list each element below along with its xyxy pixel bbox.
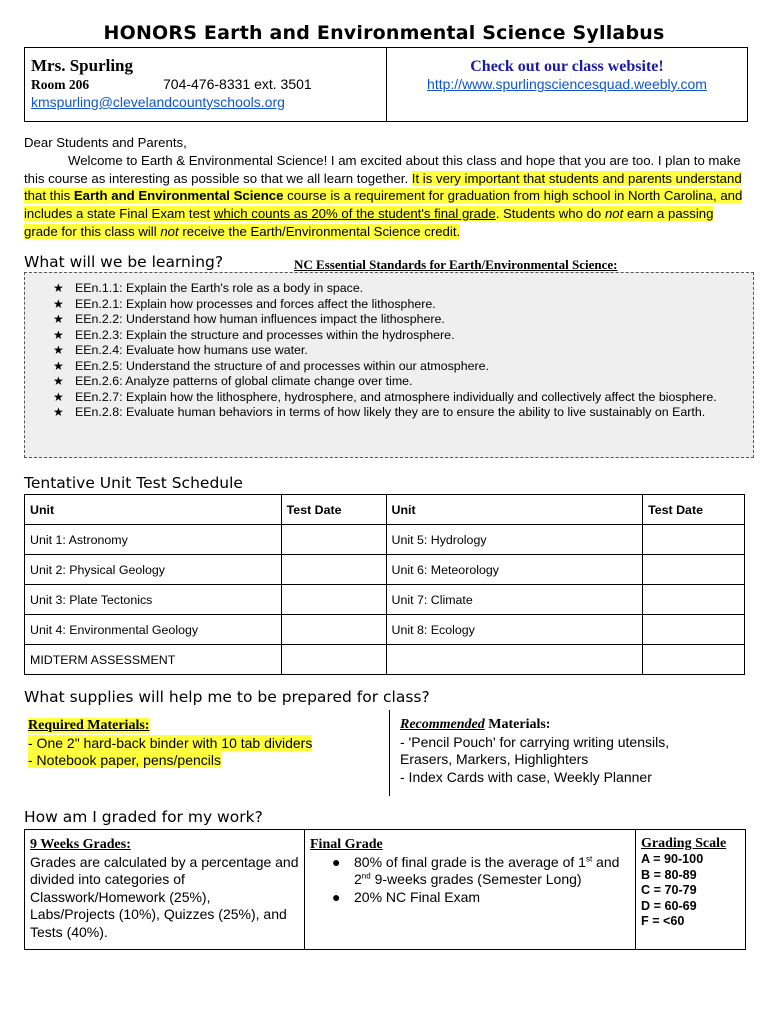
standard-text: EEn.2.8: Evaluate human behaviors in terms of how likely they are to ensure the ability to live sustainably on Earth. <box>75 405 706 419</box>
test-date-cell <box>281 555 386 585</box>
website-heading: Check out our class website! <box>470 58 664 75</box>
star-icon: ★ <box>53 343 64 357</box>
highlight-part: . Students who do <box>495 206 602 222</box>
unit-cell: Unit 7: Climate <box>386 585 643 615</box>
highlight-part: earn a passing grade for this class will <box>24 206 714 239</box>
standards-subheading: NC Essential Standards for Earth/Environmental Science: <box>294 257 618 272</box>
test-date-cell <box>643 585 745 615</box>
table-header-row <box>25 495 745 525</box>
list-item <box>53 359 743 375</box>
unit-cell: Unit 1: Astronomy <box>25 525 282 555</box>
intro-letter <box>24 134 746 241</box>
standards-box <box>24 272 754 458</box>
letter-body <box>24 152 746 241</box>
final-item-text: 9-weeks grades (Semester Long) <box>370 871 582 887</box>
final-item-text: 80% of final grade is the average of 1 <box>354 853 586 870</box>
test-date-cell <box>281 585 386 615</box>
column-header: Unit <box>25 495 282 525</box>
nine-weeks-text: Grades are calculated by a percentage and divided into categories of Classwork/Homework (25%), Labs/Projects (10%), Quizzes (25%), and Tests (40%). <box>30 853 299 940</box>
letter-paragraph: Welcome to Earth & Environmental Science! I am excited about this class and hope that you are too. I plan to make this course as interesting as possible so that we all learn together. <box>24 152 741 186</box>
star-icon: ★ <box>53 296 64 311</box>
star-icon: ★ <box>53 389 64 404</box>
superscript: st <box>585 853 593 863</box>
grade-range: F = <60 <box>641 914 685 929</box>
standards-list <box>53 281 743 421</box>
final-grade-list <box>310 854 630 907</box>
standard-text: EEn.1.1: Explain the Earth's role as a body in space. <box>75 281 364 295</box>
table-body <box>25 525 745 675</box>
supplies-section <box>24 710 754 796</box>
column-header: Unit <box>386 495 643 525</box>
unit-cell: Unit 2: Physical Geology <box>25 555 282 585</box>
grade-range: A = 90-100 <box>641 852 704 867</box>
list-item <box>53 343 743 359</box>
unit-cell: Unit 4: Environmental Geology <box>25 615 282 645</box>
highlight-italic: not <box>604 206 624 222</box>
standard-text: EEn.2.4: Evaluate how humans use water. <box>75 343 308 357</box>
final-grade-heading: Final Grade <box>310 837 383 852</box>
grade-range: C = 70-79 <box>641 883 697 898</box>
test-date-cell <box>643 615 745 645</box>
star-icon: ★ <box>53 312 64 326</box>
unit-cell: Unit 6: Meteorology <box>386 555 643 585</box>
test-date-cell <box>281 525 386 555</box>
highlight-part: It is very important that students and parents understand that this <box>24 170 742 204</box>
list-item <box>53 312 743 328</box>
bullet-icon: ● <box>332 888 341 905</box>
letter-greeting: Dear Students and Parents, <box>24 135 187 150</box>
required-heading: Required Materials: <box>28 718 150 733</box>
required-list <box>28 735 389 770</box>
column-header: Test Date <box>643 495 745 525</box>
column-header: Test Date <box>281 495 386 525</box>
highlight-part: course is a requirement for graduation from high school in North Carolina, and includes a state Final Exam test <box>24 188 743 222</box>
test-date-cell <box>281 645 386 675</box>
standard-text: EEn.2.6: Analyze patterns of global climate change over time. <box>75 374 413 388</box>
nine-weeks-heading: 9 Weeks Grades: <box>30 837 131 852</box>
standard-text: EEn.2.5: Understand the structure of and processes within our atmosphere. <box>75 358 489 373</box>
website-info <box>387 48 747 121</box>
superscript: nd <box>361 871 371 881</box>
list-item <box>332 889 630 907</box>
unit-cell <box>386 645 643 675</box>
list-item <box>53 374 743 390</box>
recommended-heading-rest: Materials: <box>484 717 551 732</box>
schedule-heading: Tentative Unit Test Schedule <box>24 474 243 492</box>
list-item <box>332 854 630 889</box>
grade-range: D = 60-69 <box>641 898 697 913</box>
teacher-info <box>25 48 387 121</box>
learning-heading: What will we be learning? <box>24 253 224 271</box>
highlight-bold: Earth and Environmental Science <box>73 188 284 204</box>
recommended-materials <box>390 710 669 796</box>
standard-text: EEn.2.7: Explain how the lithosphere, hydrosphere, and atmosphere individually and collectively affect the biosphere. <box>75 389 717 404</box>
supplies-heading: What supplies will help me to be prepared for class? <box>24 688 430 706</box>
page-title: HONORS Earth and Environmental Science Syllabus <box>103 22 665 44</box>
highlight-italic: not <box>160 223 179 239</box>
list-item <box>53 281 743 297</box>
grade-range: B = 80-89 <box>641 867 697 882</box>
grading-table <box>24 829 746 950</box>
unit-cell: MIDTERM ASSESSMENT <box>25 645 282 675</box>
test-date-cell <box>643 525 745 555</box>
list-item <box>53 405 743 421</box>
star-icon: ★ <box>53 374 64 388</box>
highlight-underline: which counts as 20% of the student's final grade <box>213 206 496 222</box>
standard-text: EEn.2.2: Understand how human influences impact the lithosphere. <box>75 312 445 326</box>
room-number: Room 206 <box>31 77 90 92</box>
grading-scale-list <box>641 852 740 929</box>
test-date-cell <box>281 615 386 645</box>
table-row <box>25 525 745 555</box>
recommended-heading-italic: Recommended <box>400 717 485 732</box>
phone-number: 704-476-8331 ext. 3501 <box>163 76 312 92</box>
recommended-item: - 'Pencil Pouch' for carrying writing utensils, <box>400 733 670 750</box>
recommended-heading <box>400 716 669 734</box>
nine-weeks-cell <box>25 830 305 949</box>
standard-text: EEn.2.1: Explain how processes and forces affect the lithosphere. <box>75 296 436 311</box>
teacher-name: Mrs. Spurling <box>31 56 134 75</box>
grading-heading: How am I graded for my work? <box>24 808 263 826</box>
table-row <box>25 585 745 615</box>
recommended-item: Erasers, Markers, Highlighters <box>400 751 589 767</box>
required-item: - Notebook paper, pens/pencils <box>28 752 222 768</box>
list-item <box>53 297 743 313</box>
bullet-icon: ● <box>332 853 341 870</box>
grading-scale-heading: Grading Scale <box>641 836 727 851</box>
star-icon: ★ <box>53 358 64 373</box>
standard-text: EEn.2.3: Explain the structure and processes within the hydrosphere. <box>75 327 455 342</box>
table-row <box>25 645 745 675</box>
highlight-part: receive the Earth/Environmental Science credit. <box>182 223 461 239</box>
website-link[interactable]: http://www.spurlingsciencesquad.weebly.com <box>427 76 707 92</box>
list-item <box>53 390 743 406</box>
required-materials <box>24 710 390 796</box>
email-link[interactable]: kmspurling@clevelandcountyschools.org <box>31 94 285 110</box>
unit-cell: Unit 3: Plate Tectonics <box>25 585 282 615</box>
star-icon: ★ <box>53 327 64 342</box>
final-grade-cell <box>305 830 636 949</box>
star-icon: ★ <box>53 281 64 295</box>
contact-box <box>24 47 748 122</box>
table-row <box>25 555 745 585</box>
unit-cell: Unit 5: Hydrology <box>386 525 643 555</box>
unit-cell: Unit 8: Ecology <box>386 615 643 645</box>
grading-scale-cell <box>636 830 745 949</box>
table-row <box>25 615 745 645</box>
recommended-item: - Index Cards with case, Weekly Planner <box>400 768 652 785</box>
recommended-list <box>400 734 669 787</box>
required-item: - One 2" hard-back binder with 10 tab dividers <box>28 734 313 751</box>
list-item <box>53 328 743 344</box>
test-schedule-table <box>24 494 745 675</box>
star-icon: ★ <box>53 405 64 419</box>
final-item-text: 20% NC Final Exam <box>354 888 481 905</box>
test-date-cell <box>643 555 745 585</box>
test-date-cell <box>643 645 745 675</box>
final-item-text: and 2 <box>354 853 620 887</box>
